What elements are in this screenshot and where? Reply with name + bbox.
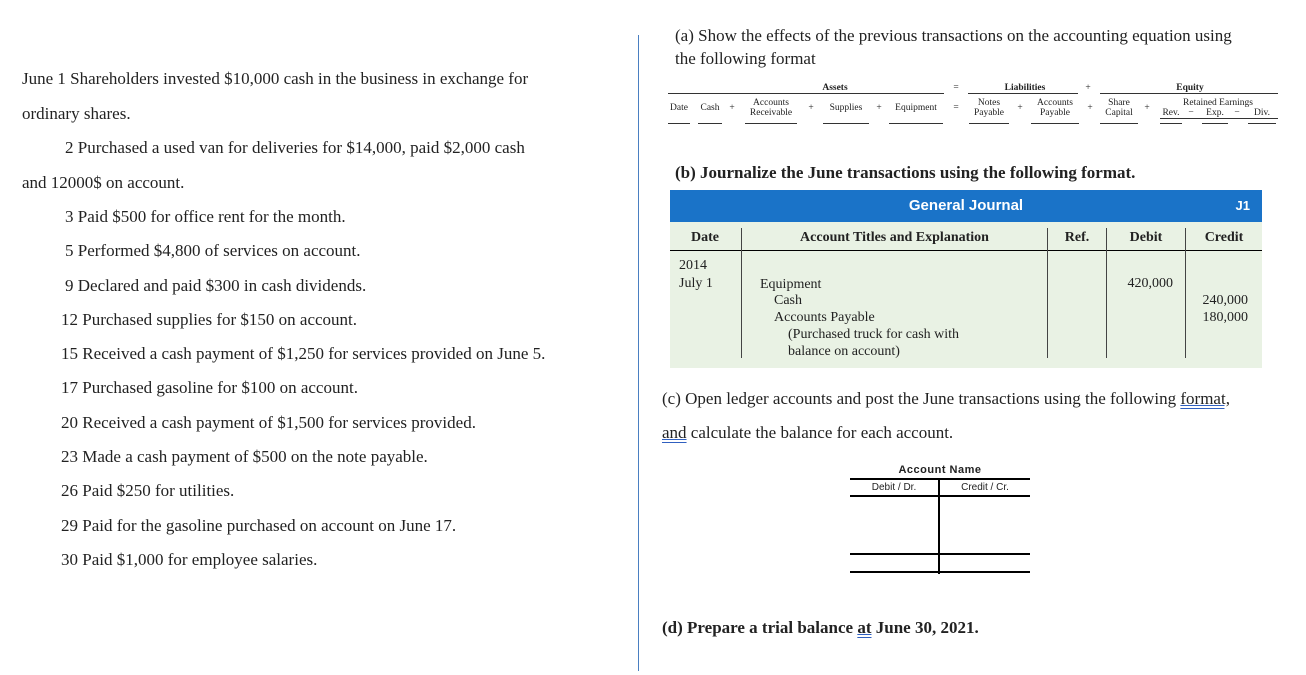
header-date: Date	[691, 230, 719, 245]
entry-explanation-2: balance on account)	[788, 344, 900, 359]
part-a-line-2: the following format	[675, 49, 816, 68]
plus-sign: +	[1085, 83, 1091, 93]
t-account-credit: Credit / Cr.	[961, 482, 1009, 493]
liabilities-heading: Liabilities	[1004, 83, 1046, 93]
col-accounts-receivable-1: Accounts	[753, 98, 789, 108]
transaction-june-1: June 1 Shareholders invested $10,000 cash in the business in exchange for	[22, 69, 529, 88]
col-share-capital-2: Capital	[1105, 108, 1133, 118]
col-cash: Cash	[700, 103, 720, 113]
plus-sign: +	[876, 103, 882, 113]
transaction-june-30: 30 Paid $1,000 for employee salaries.	[61, 550, 318, 569]
t-account-name: Account Name	[898, 464, 982, 476]
col-accounts-payable-2: Payable	[1039, 108, 1071, 118]
journal-date: July 1	[679, 276, 713, 291]
col-retained-earnings: Retained Earnings	[1183, 98, 1253, 108]
header-ref: Ref.	[1064, 230, 1090, 245]
col-share-capital-1: Share	[1108, 98, 1130, 108]
plus-sign: +	[1017, 103, 1023, 113]
plus-sign: +	[729, 103, 735, 113]
part-b-title: (b) Journalize the June transactions using the following format.	[675, 163, 1136, 182]
journal-year: 2014	[679, 258, 707, 273]
part-c-line-2: and calculate the balance for each account.	[662, 423, 954, 442]
col-equipment: Equipment	[895, 103, 937, 113]
transaction-june-3: 3 Paid $500 for office rent for the month.	[65, 207, 346, 226]
equals-sign: =	[953, 83, 959, 93]
transaction-june-26: 26 Paid $250 for utilities.	[61, 481, 235, 500]
col-accounts-payable-1: Accounts	[1037, 98, 1073, 108]
col-revenue: Rev.	[1162, 108, 1180, 118]
plus-sign: +	[808, 103, 814, 113]
transaction-june-15: 15 Received a cash payment of $1,250 for services provided on June 5.	[61, 344, 546, 363]
entry-account-credit-1: Cash	[774, 293, 802, 308]
col-accounts-receivable-2: Receivable	[749, 108, 793, 118]
transaction-june-17: 17 Purchased gasoline for $100 on account.	[61, 378, 358, 397]
col-notes-payable-1: Notes	[977, 98, 1001, 108]
transaction-june-23: 23 Made a cash payment of $500 on the note payable.	[61, 447, 428, 466]
col-supplies: Supplies	[829, 103, 863, 113]
transaction-june-12: 12 Purchased supplies for $150 on account.	[61, 310, 358, 329]
col-expenses: Exp.	[1206, 108, 1224, 118]
col-date: Date	[670, 103, 688, 113]
part-c-line-1: (c) Open ledger accounts and post the June transactions using the following format,	[662, 389, 1230, 408]
transaction-june-2: 2 Purchased a used van for deliveries for $14,000, paid $2,000 cash	[65, 138, 525, 157]
entry-credit-amount-1: 240,000	[1202, 293, 1248, 308]
col-dividends: Div.	[1253, 108, 1270, 118]
part-d-title: (d) Prepare a trial balance at June 30, 2021.	[662, 618, 979, 637]
journal-header-bar	[670, 190, 1262, 222]
entry-credit-amount-2: 180,000	[1202, 310, 1248, 325]
col-notes-payable-2: Payable	[973, 108, 1005, 118]
entry-explanation-1: (Purchased truck for cash with	[788, 327, 960, 342]
header-debit: Debit	[1129, 230, 1163, 245]
column-divider	[638, 35, 639, 671]
header-account: Account Titles and Explanation	[800, 230, 989, 245]
transaction-june-1-cont: ordinary shares.	[22, 104, 131, 123]
header-credit: Credit	[1204, 230, 1244, 245]
minus-sign: −	[1188, 108, 1194, 118]
equity-heading: Equity	[1176, 83, 1204, 93]
entry-debit-amount: 420,000	[1127, 276, 1173, 291]
t-account-debit: Debit / Dr.	[871, 482, 917, 493]
journal-title: General Journal	[908, 197, 1024, 214]
part-a-line-1: (a) Show the effects of the previous transactions on the accounting equation using	[675, 26, 1232, 45]
assets-heading: Assets	[822, 83, 848, 93]
transaction-june-29: 29 Paid for the gasoline purchased on account on June 17.	[61, 516, 457, 535]
transaction-june-9: 9 Declared and paid $300 in cash dividends.	[65, 276, 367, 295]
transaction-june-5: 5 Performed $4,800 of services on account.	[65, 241, 361, 260]
entry-account-credit-2: Accounts Payable	[774, 310, 875, 325]
transaction-june-20: 20 Received a cash payment of $1,500 for services provided.	[61, 413, 476, 432]
journal-page: J1	[1235, 198, 1250, 213]
equals-sign: =	[953, 103, 959, 113]
plus-sign: +	[1144, 103, 1150, 113]
transaction-june-2-cont: and 12000$ on account.	[22, 173, 185, 192]
minus-sign: −	[1234, 108, 1240, 118]
plus-sign: +	[1087, 103, 1093, 113]
entry-account-debit: Equipment	[760, 277, 822, 292]
